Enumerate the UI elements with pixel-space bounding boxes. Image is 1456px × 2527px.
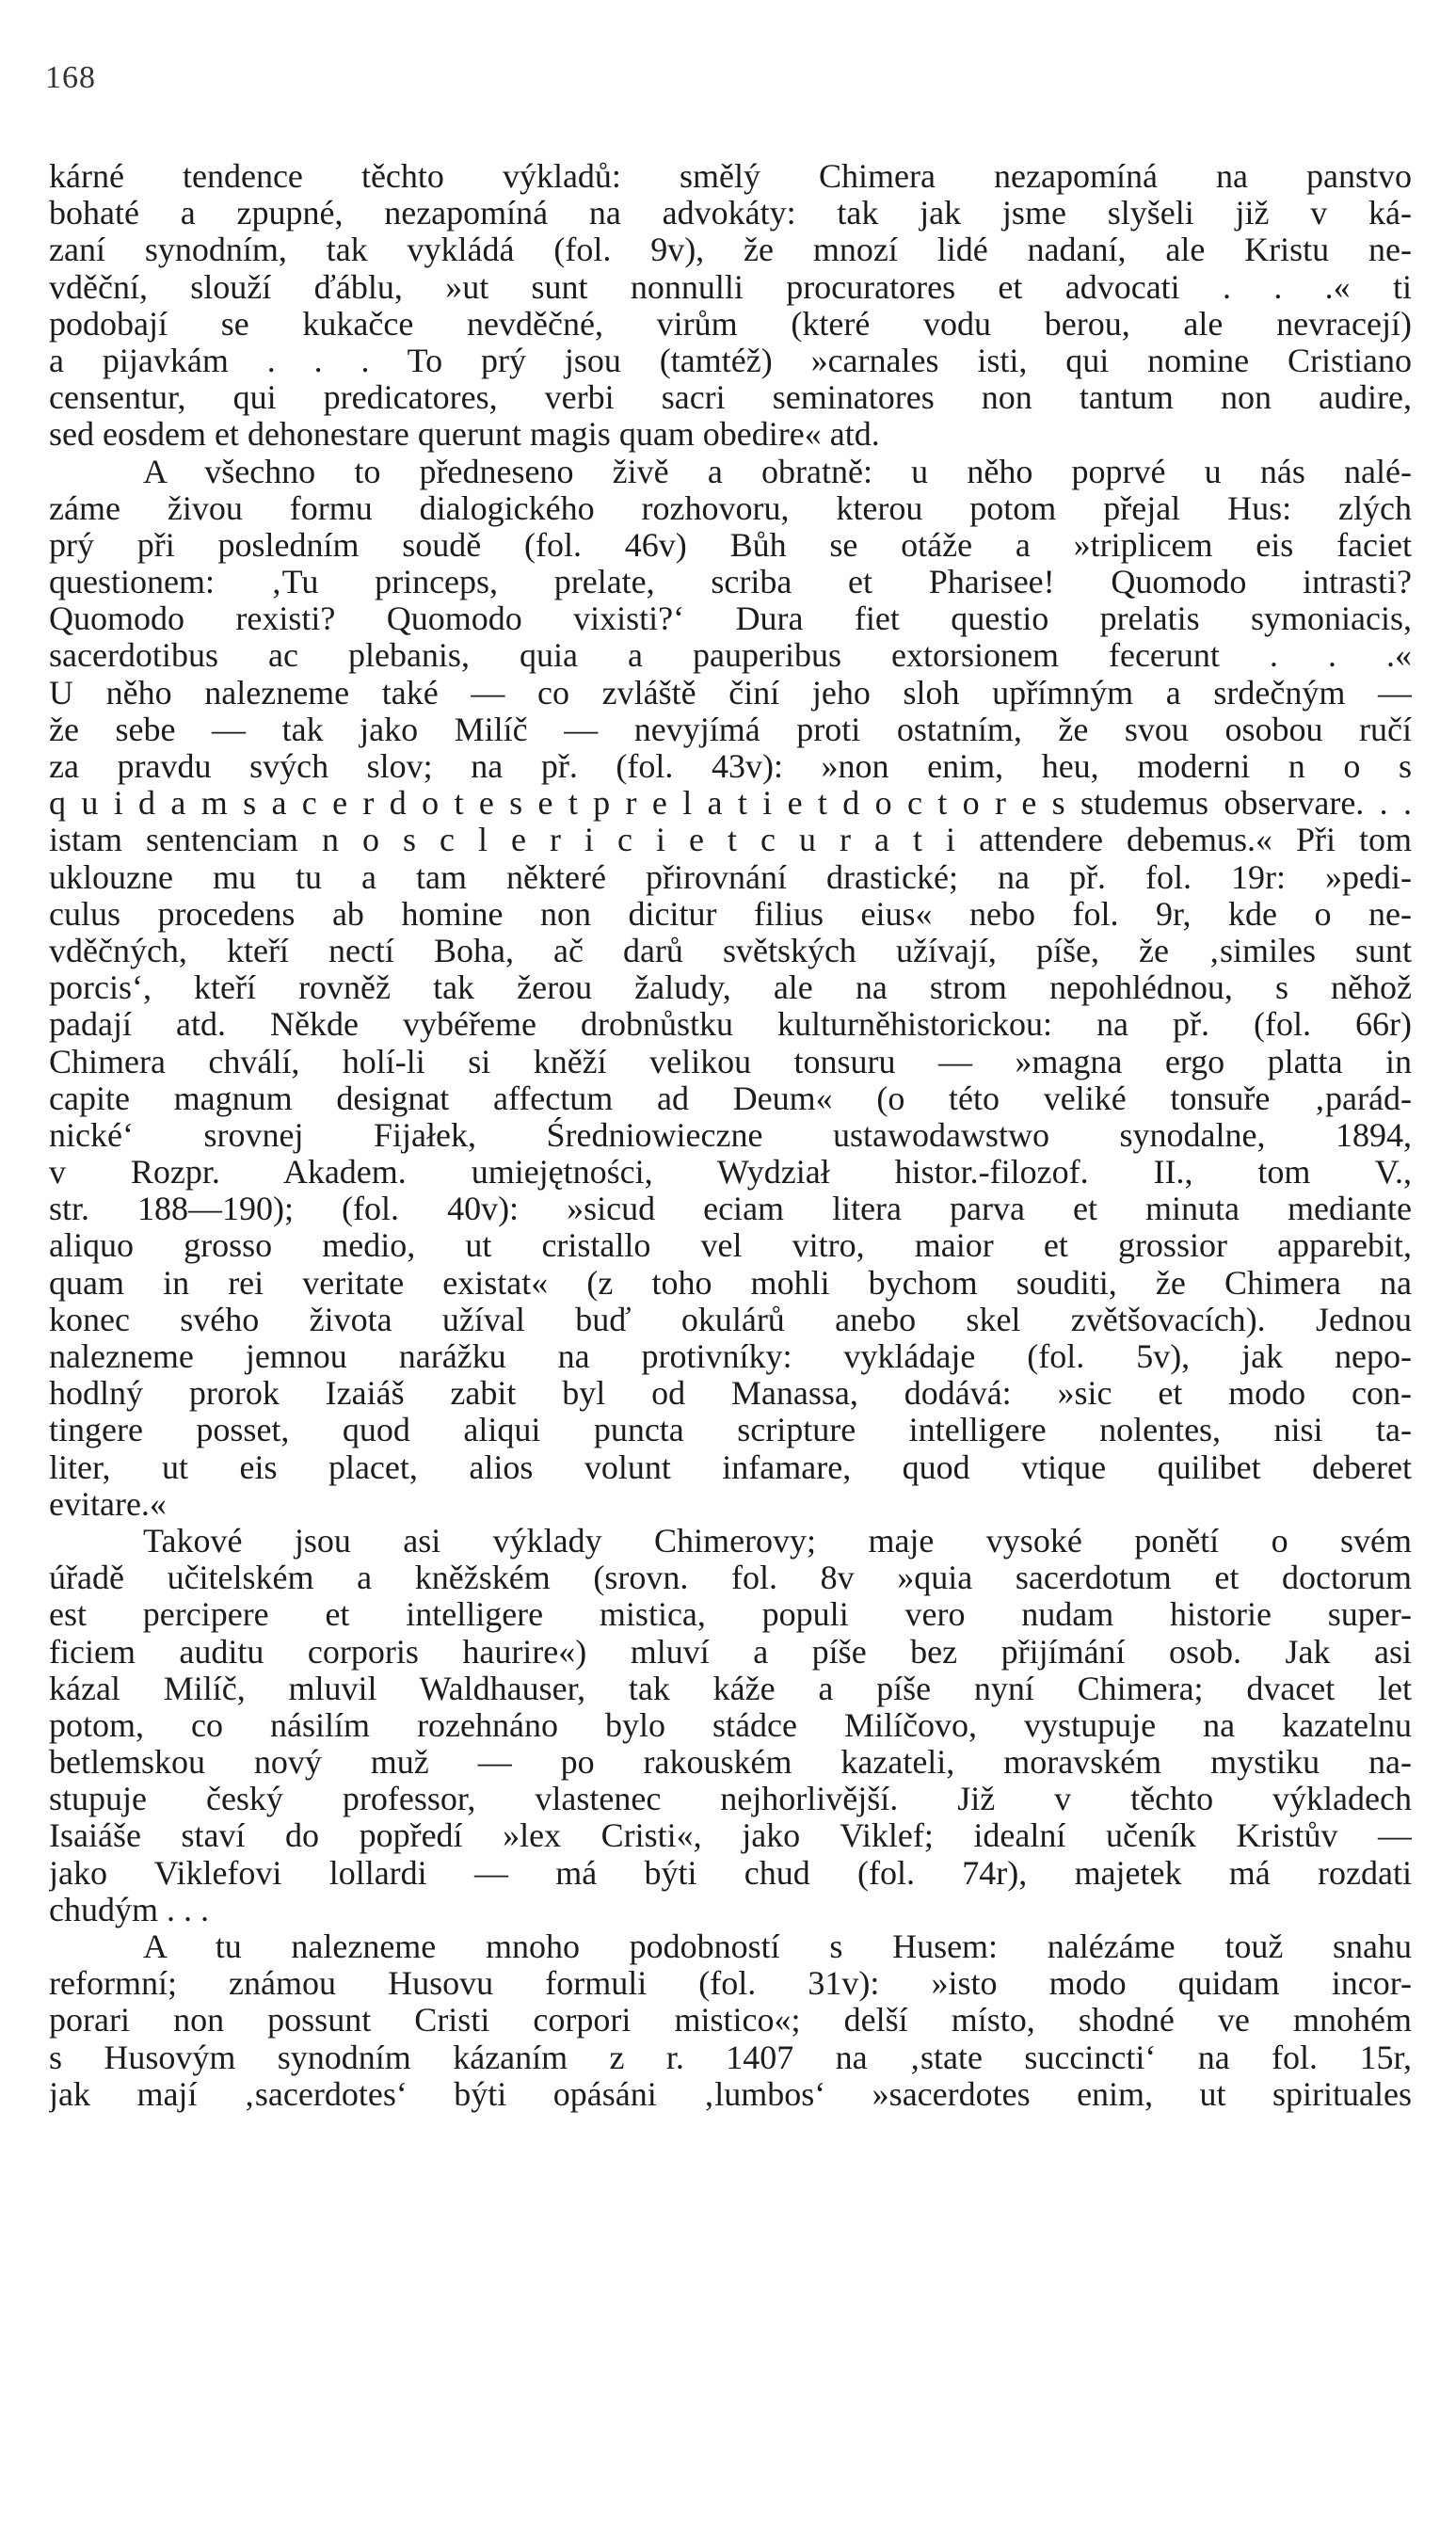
text-line: U něho nalezneme také — co zvláště činí jeho sloh upřímným a srdečným — [49,674,1412,712]
text-line: questionem: ‚Tu princeps, prelate, scriba et Pharisee! Quomodo intrasti? [49,564,1412,601]
text-line: potom, co násilím rozehnáno bylo stádce Milíčovo, vystupuje na kazatelnu [49,1706,1412,1744]
paragraph [49,1928,1412,2113]
text-line: evitare.« [49,1485,167,1523]
text-line: q u i d a m s a c e r d o t e s e t p r e l a t i e t d o c t o r e s studemus observare. . . [49,785,1412,823]
text-line: chudým . . . [49,1891,209,1928]
text-line: est percipere et intelligere mistica, populi vero nudam historie super- [49,1596,1412,1634]
text-line: nalezneme jemnou narážku na protivníky: vykládaje (fol. 5v), jak nepo- [49,1338,1412,1375]
text-line: nické‘ srovnej Fijałek, Średniowieczne ustawodawstwo synodalne, 1894, [49,1116,1412,1154]
text-line: stupuje český professor, vlastenec nejhorlivější. Již v těchto výkladech [49,1781,1412,1818]
text-line: A tu nalezneme mnoho podobností s Husem: nalézáme touž snahu [143,1928,1412,1965]
paragraph [49,158,1412,454]
text-line: tingere posset, quod aliqui puncta scripture intelligere nolentes, nisi ta- [49,1412,1412,1449]
text-line: porcis‘, kteří rovněž tak žerou žaludy, ale na strom nepohlédnou, s něhož [49,969,1412,1007]
text-line: porari non possunt Cristi corpori mistico«; delší místo, shodné ve mnohém [49,2002,1412,2039]
text-line: že sebe — tak jako Milíč — nevyjímá proti ostatním, že svou osobou ručí [49,711,1412,748]
text-line: vděčných, kteří nectí Boha, ač darů světských užívají, píše, že ‚similes sunt [49,932,1412,969]
page-number: 168 [45,60,96,95]
text-line: a pijavkám . . . To prý jsou (tamtéž) »carnales isti, qui nomine Cristiano [49,342,1412,379]
text-line: sed eosdem et dehonestare querunt magis quam obedire« atd. [49,416,880,454]
text-line: prý při posledním soudě (fol. 46v) Bůh se otáže a »triplicem eis faciet [49,526,1412,564]
text-line: záme živou formu dialogického rozhovoru, kterou potom přejal Hus: zlých [49,489,1412,527]
text-line: reformní; známou Husovu formuli (fol. 31v): »isto modo quidam incor- [49,1965,1412,2003]
text-line: v Rozpr. Akadem. umiejętności, Wydział histor.-filozof. II., tom V., [49,1154,1412,1192]
text-line: podobají se kukačce nevděčné, virům (které vodu berou, ale nevracejí) [49,305,1412,343]
text-line: za pravdu svých slov; na př. (fol. 43v): »non enim, heu, moderni n o s [49,748,1412,785]
text-line: s Husovým synodním kázaním z r. 1407 na ‚state succincti‘ na fol. 15r, [49,2039,1412,2076]
text-line: úřadě učitelském a kněžském (srovn. fol. 8v »quia sacerdotum et doctorum [49,1559,1412,1597]
text-line: Takové jsou asi výklady Chimerovy; maje vysoké ponětí o svém [143,1522,1412,1559]
text-line: konec svého života užíval buď okulárů anebo skel zvětšovacích). Jednou [49,1301,1412,1338]
text-line: istam sentenciam n o s c l e r i c i e t c u r a t i attendere debemus.« Při tom [49,822,1412,859]
text-line: censentur, qui predicatores, verbi sacri seminatores non tantum non audire, [49,379,1412,417]
text-line: liter, ut eis placet, alios volunt infamare, quod vtique quilibet deberet [49,1448,1412,1486]
text-line: vděční, slouží ďáblu, »ut sunt nonnulli procuratores et advocati . . .« ti [49,268,1412,306]
text-line: sacerdotibus ac plebanis, quia a pauperibus extorsionem fecerunt . . .« [49,637,1412,675]
text-line: capite magnum designat affectum ad Deum« (o této veliké tonsuře ‚parád- [49,1080,1412,1117]
paragraph [49,454,1412,1523]
text-line: Isaiáše staví do popředí »lex Cristi«, jako Viklef; idealní učeník Kristův — [49,1817,1412,1855]
text-line: zaní synodním, tak vykládá (fol. 9v), že mnozí lidé nadaní, ale Kristu ne- [49,232,1412,269]
text-line: culus procedens ab homine non dicitur filius eius« nebo fol. 9r, kde o ne- [49,895,1412,933]
text-line: Quomodo rexisti? Quomodo vixisti?‘ Dura fiet questio prelatis symoniacis, [49,600,1412,638]
text-line: hodlný prorok Izaiáš zabit byl od Manassa, dodává: »sic et modo con- [49,1375,1412,1413]
text-line: jak mají ‚sacerdotes‘ býti opásáni ‚lumbos‘ »sacerdotes enim, ut spirituales [49,2075,1412,2113]
text-line: padají atd. Někde vybéřeme drobnůstku kulturněhistorickou: na př. (fol. 66r) [49,1006,1412,1044]
body-text [49,158,1412,2113]
text-line: jako Viklefovi lollardi — má býti chud (fol. 74r), majetek má rozdati [49,1854,1412,1892]
text-line: aliquo grosso medio, ut cristallo vel vitro, maior et grossior apparebit, [49,1227,1412,1265]
text-line: quam in rei veritate existat« (z toho mohli bychom souditi, že Chimera na [49,1264,1412,1302]
text-line: A všechno to předneseno živě a obratně: u něho poprvé u nás nalé- [143,453,1412,490]
text-line: kázal Milíč, mluvil Waldhauser, tak káže a píše nyní Chimera; dvacet let [49,1670,1412,1707]
text-line: str. 188—190); (fol. 40v): »sicud eciam litera parva et minuta mediante [49,1191,1412,1228]
text-line: bohaté a zpupné, nezapomíná na advokáty: tak jak jsme slyšeli již v ká- [49,195,1412,232]
text-line: betlemskou nový muž — po rakouském kazateli, moravském mystiku na- [49,1744,1412,1782]
text-line: uklouzne mu tu a tam některé přirovnání drastické; na př. fol. 19r: »pedi- [49,858,1412,896]
text-line: Chimera chválí, holí-li si kněží velikou tonsuru — »magna ergo platta in [49,1043,1412,1080]
text-line: ficiem auditu corporis haurire«) mluví a píše bez přijímání osob. Jak asi [49,1633,1412,1671]
text-line: kárné tendence těchto výkladů: smělý Chimera nezapomíná na panstvo [49,158,1412,195]
paragraph [49,1523,1412,1928]
